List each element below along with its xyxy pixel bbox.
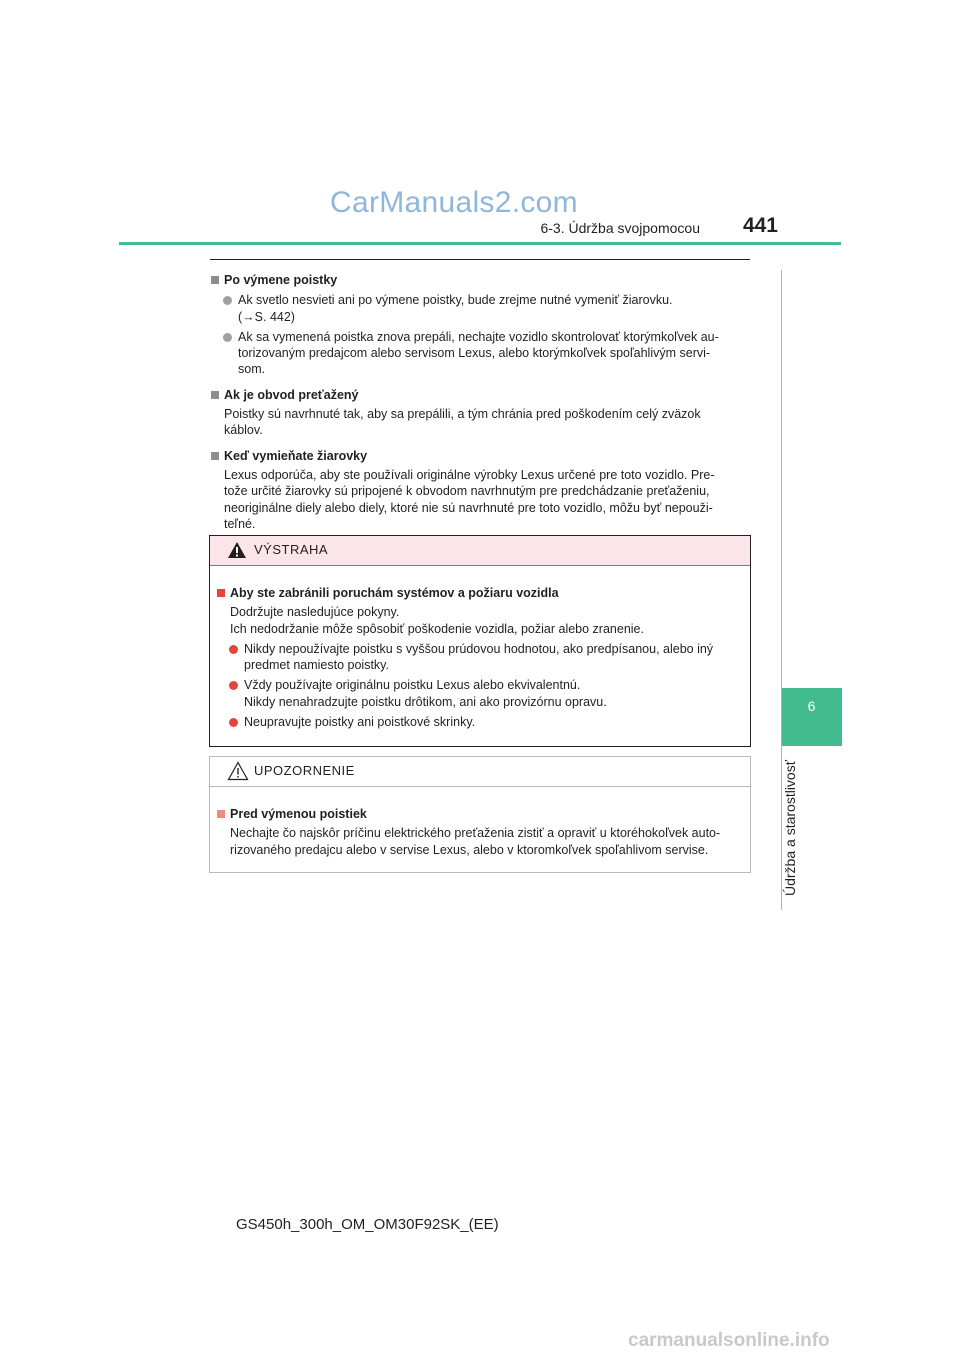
paragraph: Poistky sú navrhnuté tak, aby sa prepálili, a tým chránia pred poškodením celý zväzok káblov.: [224, 407, 701, 438]
square-bullet-icon: [211, 276, 219, 284]
list-item: Nikdy nepoužívajte poistku s vyššou prúdovou hodnotou, ako predpísanou, alebo iný predmet namiesto poistky.: [216, 641, 746, 674]
paragraph: Nechajte čo najskôr príčinu elektrického preťaženia zistiť a opraviť u ktoréhokoľvek auto- rizovaného predajcu alebo v servise Lexus, alebo v ktoromkoľvek spoľahlivom servise.: [230, 826, 721, 857]
dot-bullet-icon: [229, 718, 238, 727]
notice-header: [210, 757, 750, 787]
square-bullet-icon: [211, 452, 219, 460]
warning-heading: Aby ste zabránili poruchám systémov a požiaru vozidla: [216, 585, 746, 601]
warning-intro: Dodržujte nasledujúce pokyny. Ich nedodržanie môže spôsobiť poškodenie vozidla, požiar alebo zranenie.: [230, 605, 644, 636]
content-top-rule: [210, 259, 750, 260]
list-item: Ak sa vymenená poistka znova prepáli, nechajte vozidlo skontrolovať ktorýmkoľvek au- torizovaným predajcom alebo servisom Lexus, alebo ktorýmkoľvek spoľahlivým servi- som.: [210, 329, 750, 378]
side-rule: [781, 270, 782, 910]
warning-body: [216, 581, 746, 730]
dot-bullet-icon: [229, 681, 238, 690]
warning-header: [210, 536, 750, 566]
warning-box: [209, 535, 751, 747]
list-item: Neupravujte poistky ani poistkové skrinky.: [216, 714, 746, 730]
section-heading: Keď vymieňate žiarovky: [210, 448, 750, 464]
chapter-number: 6: [807, 698, 816, 714]
watermark-bottom: carmanualsonline.info: [628, 1330, 830, 1351]
chapter-label: Údržba a starostlivosť: [782, 760, 798, 896]
dot-bullet-icon: [229, 645, 238, 654]
warning-title: VÝSTRAHA: [254, 542, 329, 557]
dot-bullet-icon: [223, 333, 232, 342]
square-bullet-icon: [217, 589, 225, 597]
notice-heading: Pred výmenou poistiek: [216, 806, 746, 822]
square-bullet-icon: [217, 810, 225, 818]
page-reference: (→S. 442): [238, 309, 295, 324]
page-number: 441: [742, 214, 778, 237]
list-item: Ak svetlo nesvieti ani po výmene poistky, bude zrejme nutné vymeniť žiarovku. (→S. 442): [210, 292, 750, 325]
section-heading: Ak je obvod preťažený: [210, 387, 750, 403]
notice-box: [209, 756, 751, 873]
notice-title: UPOZORNENIE: [254, 763, 355, 778]
header-rule: [119, 242, 841, 245]
dot-bullet-icon: [223, 296, 232, 305]
main-content: [210, 268, 750, 532]
section-heading: Po výmene poistky: [210, 272, 750, 288]
notice-body: [216, 802, 746, 858]
footer-document-code: GS450h_300h_OM_OM30F92SK_(EE): [236, 1216, 499, 1233]
paragraph: Lexus odporúča, aby ste používali originálne výrobky Lexus určené pre toto vozidlo. Pre- tože určité žiarovky sú pripojené k obvodom navrhnutým pre predchádzanie preťaženiu, neoriginálne diely alebo diely, ktoré nie sú navrhnuté pre toto vozidlo, môžu byť nepouži- teľné.: [224, 467, 715, 531]
caution-icon: [227, 761, 249, 781]
header-section-title: 6-3. Údržba svojpomocou: [540, 220, 700, 236]
warning-icon: [227, 541, 247, 559]
square-bullet-icon: [211, 391, 219, 399]
list-item: Vždy používajte originálnu poistku Lexus alebo ekvivalentnú. Nikdy nenahradzujte poistku drôtikom, ani ako provizórnu opravu.: [216, 677, 746, 710]
chapter-tab: [781, 688, 842, 746]
watermark-top: CarManuals2.com: [330, 186, 578, 219]
